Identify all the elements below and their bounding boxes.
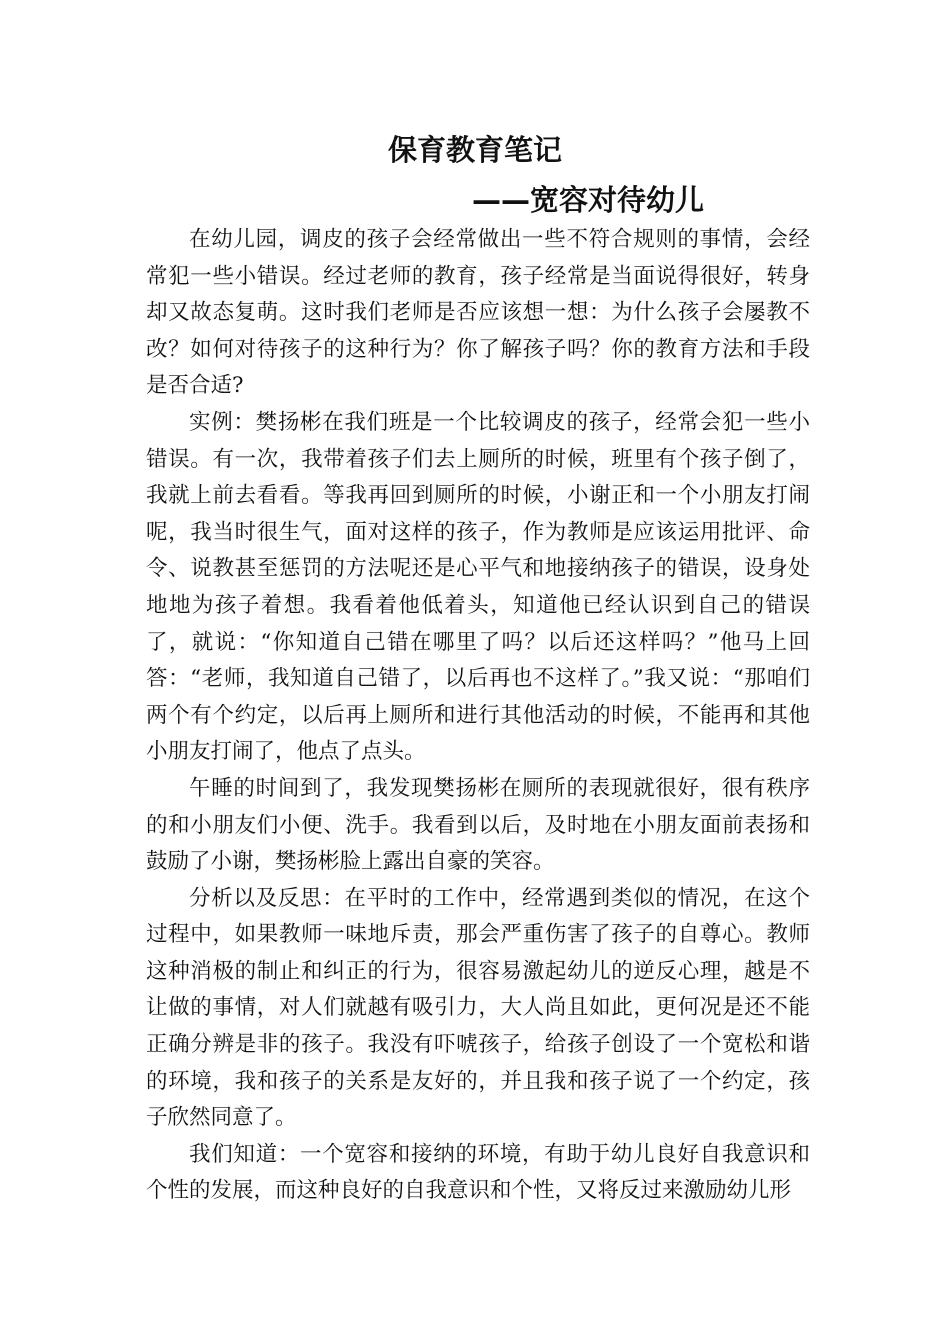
document-body bbox=[146, 222, 810, 1210]
document-subtitle: ——宽容对待幼儿 bbox=[472, 183, 705, 217]
paragraph-nap-time: 午睡的时间到了，我发现樊扬彬在厕所的表现就很好，很有秩序的和小朋友们小便、洗手。我看到以后，及时地在小朋友面前表扬和鼓励了小谢，樊扬彬脸上露出自豪的笑容。 bbox=[146, 775, 810, 875]
document-title: 保育教育笔记 bbox=[387, 133, 562, 167]
paragraph-analysis: 分析以及反思：在平时的工作中，经常遇到类似的情况，在这个过程中，如果教师一味地斥责，那会严重伤害了孩子的自尊心。教师这种消极的制止和纠正的行为，很容易激起幼儿的逆反心理，越是不让做的事情，对人们就越有吸引力，大人尚且如此，更何况是还不能正确分辨是非的孩子。我没有吓唬孩子，给孩子创设了一个宽松和谐的环境，我和孩子的关系是友好的，并且我和孩子说了一个约定，孩子欣然同意了。 bbox=[146, 885, 810, 1131]
paragraph-intro: 在幼儿园，调皮的孩子会经常做出一些不符合规则的事情，会经常犯一些小错误。经过老师的教育，孩子经常是当面说得很好，转身却又故态复萌。这时我们老师是否应该想一想：为什么孩子会屡教不改？如何对待孩子的这种行为？你了解孩子吗？你的教育方法和手段是否合适? bbox=[146, 227, 810, 399]
paragraph-example: 实例：樊扬彬在我们班是一个比较调皮的孩子，经常会犯一些小错误。有一次，我带着孩子们去上厕所的时候，班里有个孩子倒了，我就上前去看看。等我再回到厕所的时候，小谢正和一个小朋友打闹呢，我当时很生气，面对这样的孩子，作为教师是应该运用批评、命令、说教甚至惩罚的方法呢还是心平气和地接纳孩子的错误，设身处地地为孩子着想。我看着他低着头，知道他已经认识到自己的错误了，就说：“你知道自己错在哪里了吗？以后还这样吗？”他马上回答：“老师，我知道自己错了，以后再也不这样了。”我又说：“那咱们两个有个约定，以后再上厕所和进行其他活动的时候，不能再和其他小朋友打闹了，他点了点头。 bbox=[146, 409, 810, 765]
paragraph-conclusion: 我们知道：一个宽容和接纳的环境，有助于幼儿良好自我意识和个性的发展，而这种良好的自我意识和个性，又将反过来激励幼儿形 bbox=[146, 1141, 810, 1204]
